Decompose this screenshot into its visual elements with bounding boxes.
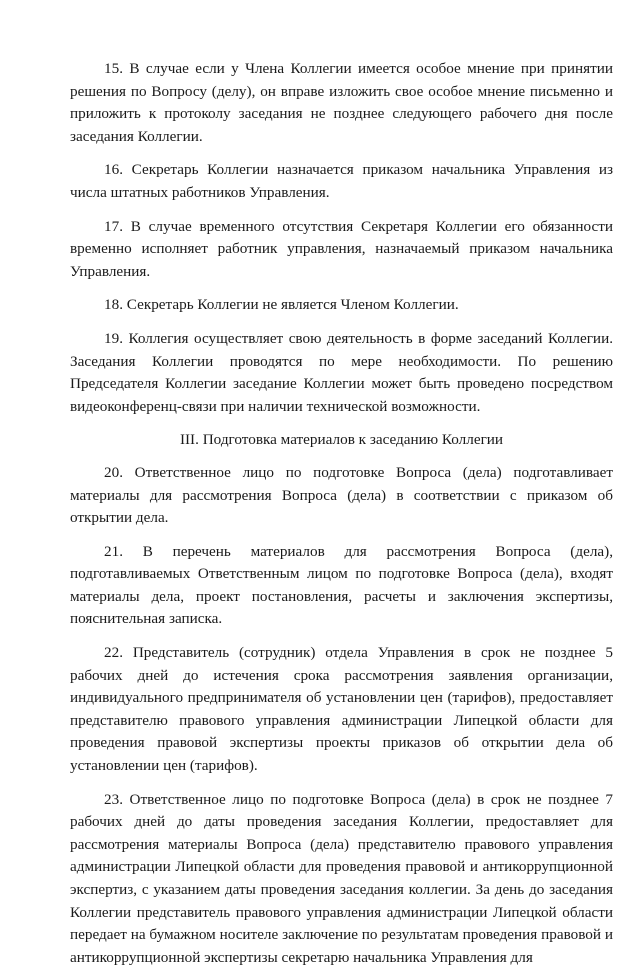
document-page (70, 58, 613, 980)
paragraph-23: 23. Ответственное лицо по подготовке Вопроса (дела) в срок не позднее 7 рабочих дней до даты проведения заседания Коллегии, предоставляет для рассмотрения материалы Вопроса (дела) представителю правового управления администрации Липецкой области для проведения правовой и антикоррупционной экспертиз, с указанием даты проведения заседания коллегии. За день до заседания Коллегии представитель правового управления администрации Липецкой области передает на бумажном носителе заключение по результатам проведения правовой и антикоррупционной экспертизы секретарю начальника Управления для (70, 790, 613, 966)
paragraph-20: 20. Ответственное лицо по подготовке Вопроса (дела) подготавливает материалы для рассмотрения Вопроса (дела) в соответствии с приказом об открытии дела. (70, 463, 613, 527)
paragraph-17: 17. В случае временного отсутствия Секретаря Коллегии его обязанности временно исполняет работник управления, назначаемый приказом начальника Управления. (70, 217, 613, 280)
paragraph-19: 19. Коллегия осуществляет свою деятельность в форме заседаний Коллегии. Заседания Коллегии проводятся по мере необходимости. По решению Председателя Коллегии заседание Коллегии может быть проведено посредством видеоконференц-связи при наличии технической возможности. (70, 329, 613, 415)
paragraph-21: 21. В перечень материалов для рассмотрения Вопроса (дела), подготавливаемых Ответственным лицом по подготовке Вопроса (дела), входят материалы дела, проект постановления, расчеты и заключения экспертизы, пояснительная записка. (70, 542, 613, 628)
paragraph-22: 22. Представитель (сотрудник) отдела Управления в срок не позднее 5 рабочих дней до истечения срока рассмотрения заявления организации, индивидуального предпринимателя об установлении цен (тарифов), предоставляет представителю правового управления администрации Липецкой области для проведения правовой экспертизы проекты приказов об открытии дела об установлении цен (тарифов). (70, 644, 613, 775)
paragraph-18: 18. Секретарь Коллегии не является Членом Коллегии. (104, 296, 459, 314)
paragraph-15: 15. В случае если у Члена Коллегии имеется особое мнение при принятии решения по Вопросу (делу), он вправе изложить свое особое мнение письменно и приложить к протоколу заседания не позднее следующего рабочего дня после заседания Коллегии. (70, 60, 613, 145)
section-heading: III. Подготовка материалов к заседанию Коллегии (179, 431, 504, 449)
paragraph-16: 16. Секретарь Коллегии назначается приказом начальника Управления из числа штатных работников Управления. (70, 161, 613, 201)
